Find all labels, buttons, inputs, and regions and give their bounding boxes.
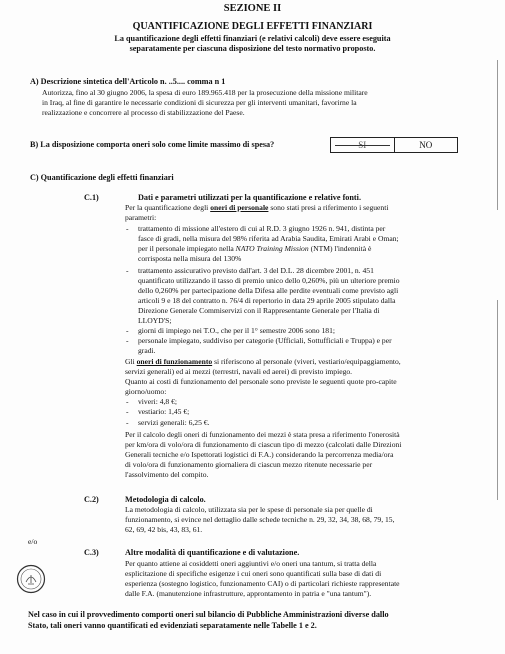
c1-heading: Dati e parametri utilizzati per la quantificazione e relative fonti. (138, 193, 361, 202)
section-a-line-1: Autorizza, fino al 30 giugno 2006, la spesa di euro 189.965.418 per la prosecuzione della missione militare (42, 88, 368, 97)
option-no-selected: NO (419, 140, 433, 150)
footer-line-1: Nel caso in cui il provvedimento comporti oneri sul bilancio di Pubbliche Amministrazioni diverse dallo (28, 610, 389, 619)
footer-line-2: Stato, tali oneri vanno quantificati ed evidenziati separatamente nelle Tabelle 1 e 2. (28, 621, 317, 630)
c2-number: C.2) (84, 495, 99, 504)
c1-number: C.1) (84, 193, 99, 202)
costi-pro-capite-line: Quanto ai costi di funzionamento del personale sono previste le seguenti quote pro-capite (125, 377, 397, 386)
mezzi-line-3: Generali tecniche e/o Ispettorati logistici di F.A.) considerando la percorrenza media/ora (125, 450, 394, 459)
oneri-funzionamento-line-2: servizi generali) ed ai mezzi (terrestri, navali ed aerei) di previsto impiego. (125, 367, 353, 376)
mezzi-line-5: l'assolvimento del compito. (125, 470, 209, 479)
section-a-line-2: in Iraq, al fine di garantire le necessarie condizioni di sicurezza per gli interventi umanitari, favorirne la (42, 98, 357, 107)
section-b-question: B) La disposizione comporta oneri solo come limite massimo di spesa? (30, 140, 275, 149)
c2-line-2: funzionamento, si evince nel dettaglio dalle schede tecniche n. 29, 32, 34, 38, 68, 79, 15, (125, 515, 395, 524)
subtitle-line-2: separatamente per ciascuna disposizione del testo normativo proposto. (129, 44, 376, 53)
bullet-trattamento-missione: - trattamento di missione all'estero di cui al R.D. 3 giugno 1926 n. 941, distinta per fasce di gradi, nella misura del 98% riferita ad Arabia Saudita, Emirati Arabi e Oman; per il personale impiegato nella NATO Training Mission (NTM) l'indennità è corrisposta nella misura del 130% (126, 224, 399, 263)
giorno-uomo-line: giorno/uomo: (125, 387, 167, 396)
c3-number: C.3) (84, 548, 99, 557)
c2-line-3: 62, 69, 42 bis, 43, 83, 61. (125, 525, 203, 534)
quota-servizi-generali: - servizi generali: 6,25 €. (126, 418, 210, 427)
quota-vestiario: - vestiario: 1,45 €; (126, 407, 190, 416)
mezzi-line-1: Per il calcolo degli oneri di funzionamento dei mezzi è stata presa a riferimento l'onerosità (125, 430, 400, 439)
quota-viveri: - viveri: 4,8 €; (126, 397, 178, 406)
yes-no-box (330, 137, 458, 153)
official-seal-icon (16, 564, 46, 594)
scan-edge-line (497, 300, 498, 500)
bullet-trattamento-assicurativo: - trattamento assicurativo previsto dall'art. 3 del D.L. 28 dicembre 2001, n. 451 quantificato utilizzando il tasso di premio unico dello 0,260%, più un ulteriore premio dello 0,260% per partecipazione della Difesa alle perdite eventuali come previsto agli articoli 9 e 18 del contratto n. 76/4 di repertorio in data 29 aprile 2005 stipulato dalla Direzione Generale Commiservizi con il Rappresentante Generale per l'Italia di LLOYD'S; (126, 266, 400, 325)
mezzi-line-2: per km/ora di volo/ora di funzionamento di ciascun tipo di mezzo (calcolati dalle Direzioni (125, 440, 402, 449)
bullet-giorni-impiego: - giorni di impiego nei T.O., che per il 1° semestre 2006 sono 181; (126, 326, 335, 335)
c3-heading: Altre modalità di quantificazione e di valutazione. (125, 548, 300, 557)
section-c-label: C) Quantificazione degli effetti finanziari (30, 173, 174, 182)
c1-intro: Per la quantificazione degli oneri di personale sono stati presi a riferimento i seguenti (125, 203, 389, 212)
subtitle-line-1: La quantificazione degli effetti finanziari (e relativi calcoli) deve essere eseguita (114, 34, 391, 43)
c3-line-2: esplicitazione di specifiche esigenze i cui oneri sono quantificati sulla base di dati di (125, 569, 382, 578)
c3-line-3: esperienza (sostegno logistico, funzionamento CAI) o di particolari richieste rappresentate (125, 579, 400, 588)
c3-line-4: dalle F.A. (manutenzione infrastrutture, approntamento in patria e "una tantum"). (125, 589, 372, 598)
c3-line-1: Per quanto attiene ai cosiddetti oneri aggiuntivi e/o oneri una tantum, si tratta della (125, 559, 377, 568)
c1-intro-end: parametri: (125, 213, 157, 222)
scan-edge-line (497, 60, 498, 210)
margin-note: e/o (28, 537, 38, 546)
bullet-personale-impiegato: - personale impiegato, suddiviso per categorie (Ufficiali, Sottufficiali e Truppa) e per gradi. (126, 336, 392, 355)
section-number: SEZIONE II (223, 3, 282, 14)
oneri-funzionamento-line: Gli oneri di funzionamento si riferiscono al personale (viveri, vestiario/equipaggiamento, (125, 357, 401, 366)
c2-heading: Metodologia di calcolo. (125, 495, 206, 504)
mezzi-line-4: di volo/ora di funzionamento giornaliera di ciascun mezzo ritenute necessarie per (125, 460, 373, 469)
document-title: QUANTIFICAZIONE DEGLI EFFETTI FINANZIARI (132, 21, 373, 32)
section-a-label: A) Descrizione sintetica dell'Articolo n. ..5.... comma n 1 (30, 77, 226, 86)
section-a-line-3: realizzazione e concorrere al processo di stabilizzazione del Paese. (42, 108, 245, 117)
c2-line-1: La metodologia di calcolo, utilizzata sia per le spese di personale sia per quelle di (125, 505, 373, 514)
option-si-struck: SI (331, 138, 395, 152)
